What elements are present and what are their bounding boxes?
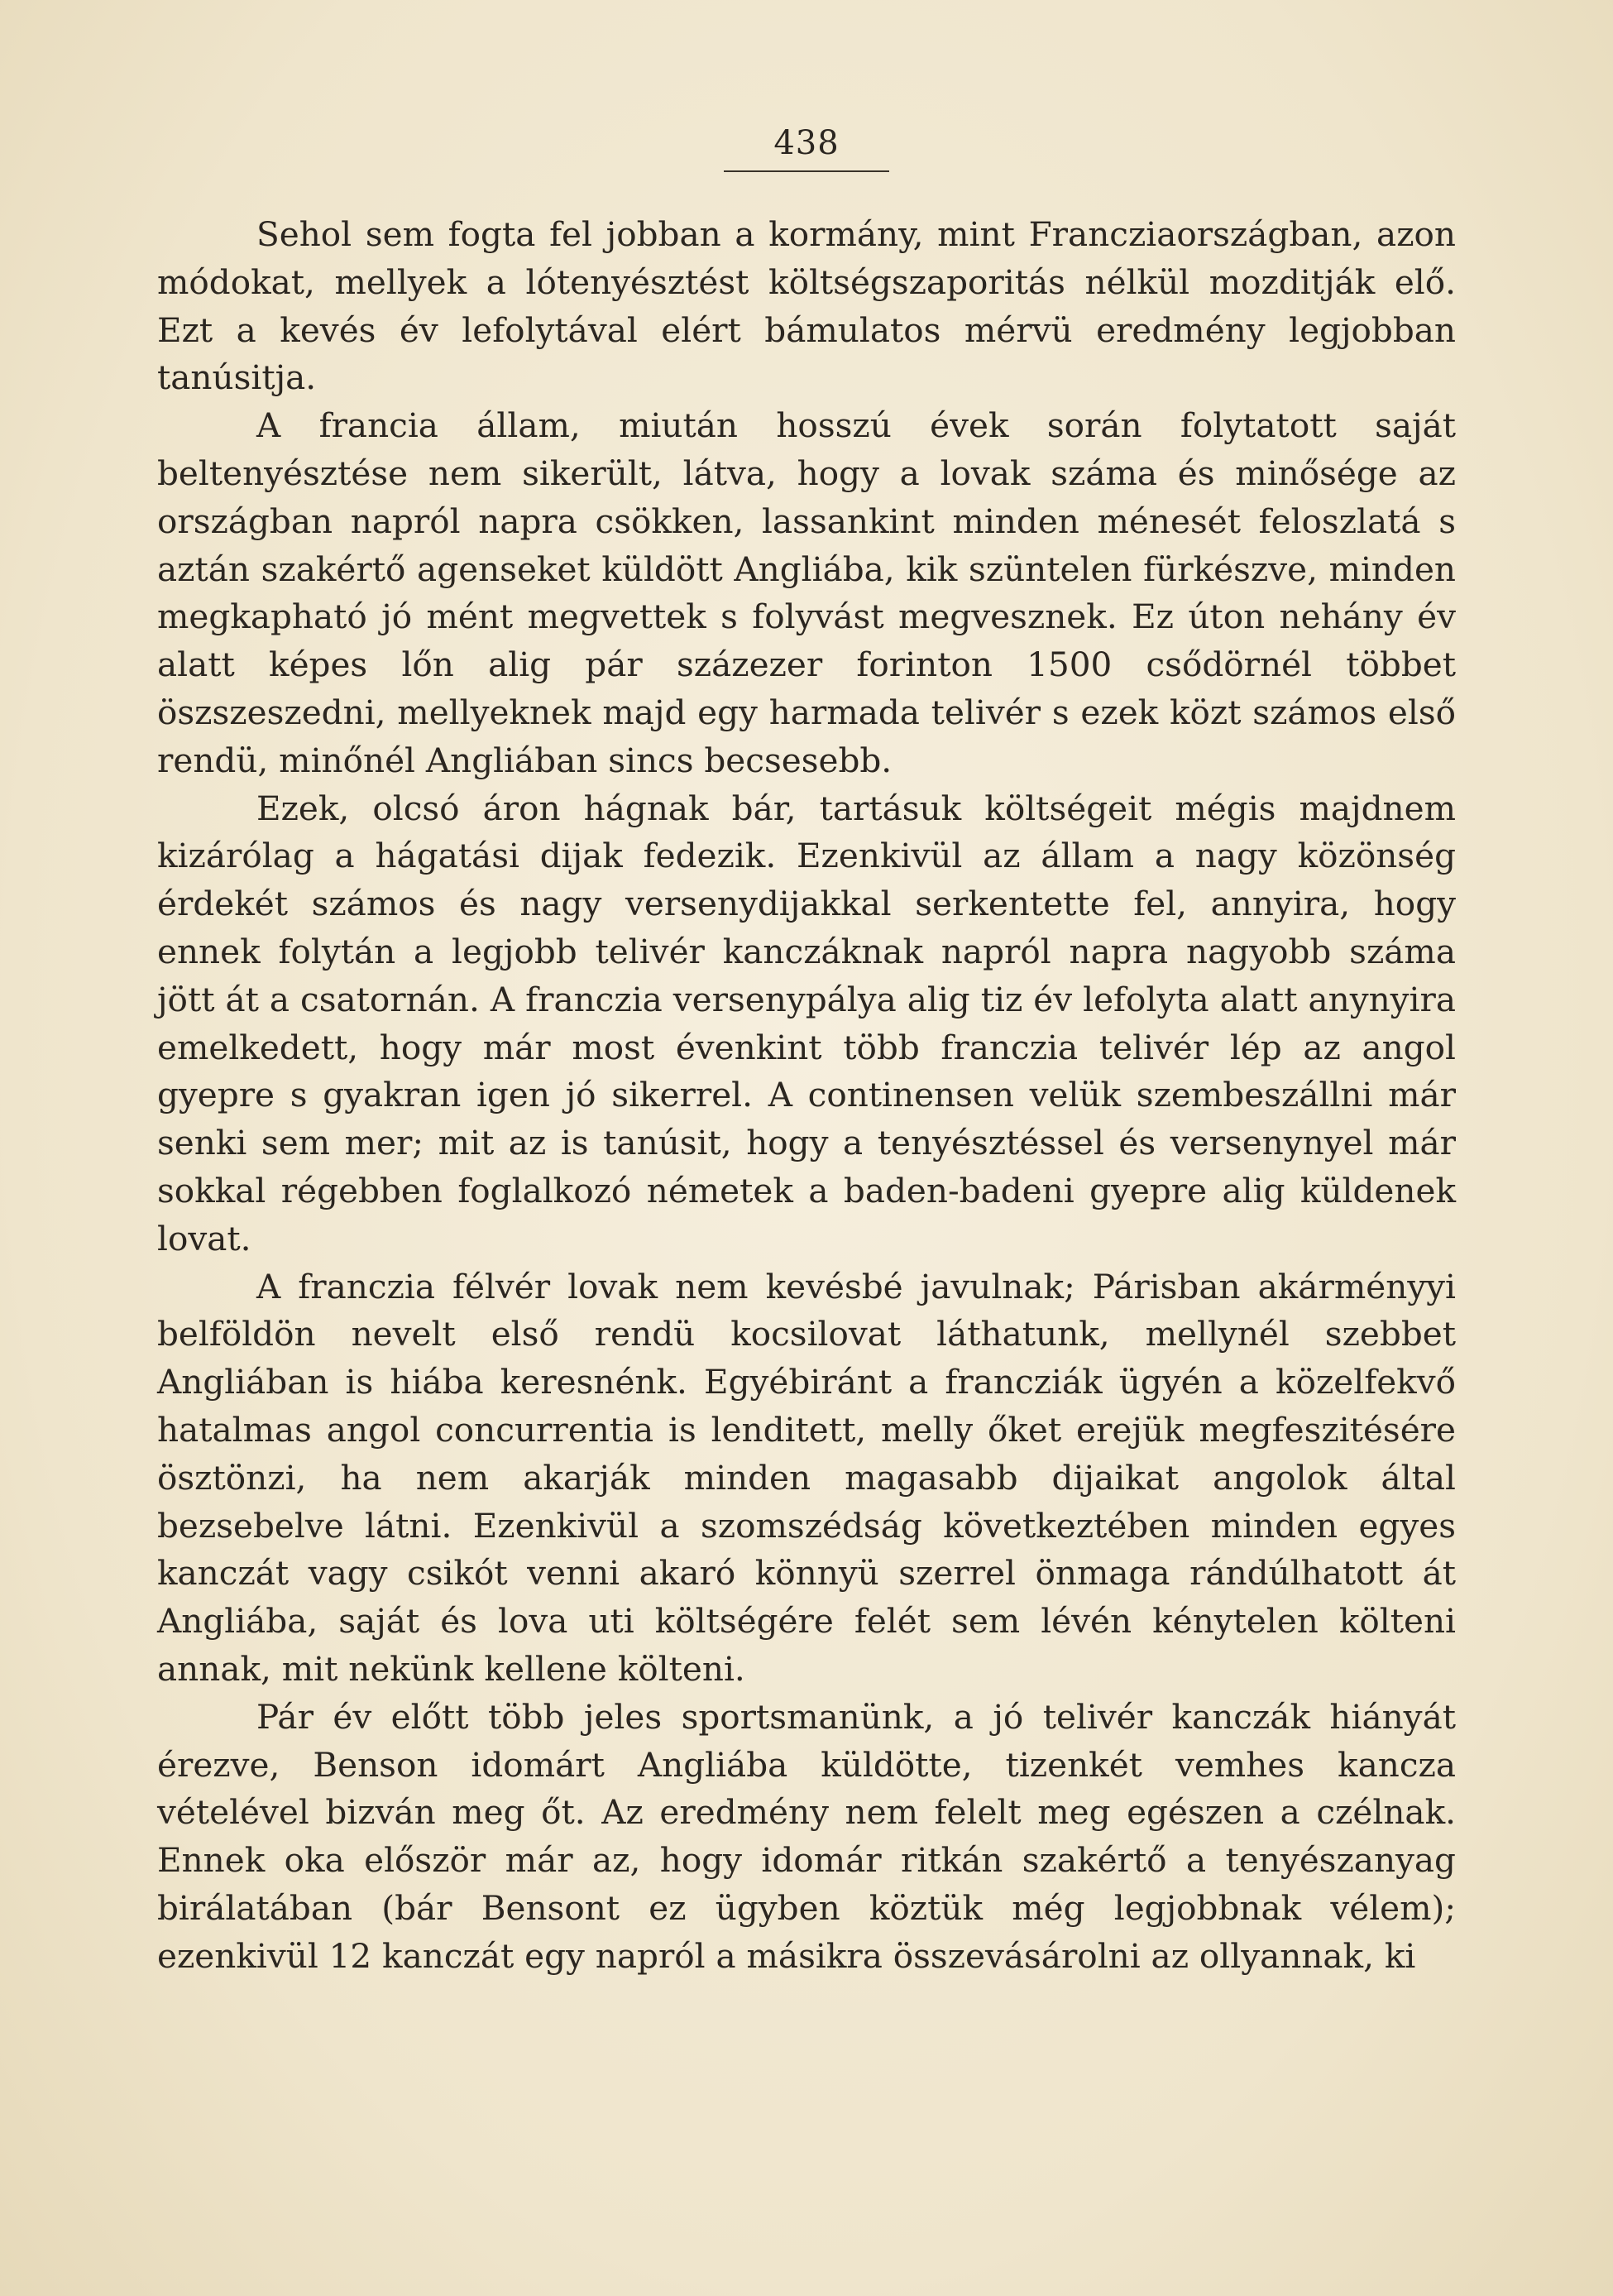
header-rule xyxy=(724,170,889,172)
body-text xyxy=(157,211,1456,1980)
page-header xyxy=(0,124,1613,172)
paragraph: A francia állam, miután hosszú évek során folytatott saját beltenyésztése nem sikerült, látva, hogy a lovak száma és minősége az országban napról napra csökken, lassankint minden ménesét feloszlatá s aztán szakértő agenseket küldött Angliába, kik szüntelen fürkészve, minden megkapható jó mént megvettek s folyvást megvesznek. Ez úton nehány év alatt képes lőn alig pár százezer forinton 1500 csődörnél többet öszszeszedni, mellyeknek majd egy harmada telivér s ezek közt számos első rendü, minőnél Angliában sincs becsesebb. xyxy=(157,405,1456,780)
paragraph: Ezek, olcsó áron hágnak bár, tartásuk költségeit mégis majdnem kizárólag a hágatási dijak fedezik. Ezenkivül az állam a nagy közönség érdekét számos és nagy versenydijakkal serkentette fel, annyira, hogy ennek folytán a legjobb telivér kanczáknak napról napra nagyobb száma jött át a csatornán. A franczia versenypálya alig tiz év lefolyta alatt anynyira emelkedett, hogy már most évenkint több franczia telivér lép az angol gyepre s gyakran igen jó sikerrel. A continensen velük szembeszállni már senki sem mer; mit az is tanúsit, hogy a tenyésztéssel és versenynyel már sokkal régebben foglalkozó németek a baden-badeni gyepre alig küldenek lovat. xyxy=(157,788,1456,1258)
paragraph: Pár év előtt több jeles sportsmanünk, a jó telivér kanczák hiányát érezve, Benson idomárt Angliába küldötte, tizenkét vemhes kancza vételével bizván meg őt. Az eredmény nem felelt meg egészen a czélnak. Ennek oka először már az, hogy idomár ritkán szakértő a tenyészanyag birálatában (bár Bensont ez ügyben köztük még legjobbnak vélem); ezenkivül 12 kanczát egy napról a másikra összevásárolni az ollyannak, ki xyxy=(157,1696,1456,1976)
paragraph: A franczia félvér lovak nem kevésbé javulnak; Párisban akárményyi belföldön nevelt első rendü kocsilovat láthatunk, mellynél szebbet Angliában is hiába keresnénk. Egyébiránt a francziák ügyén a közelfekvő hatalmas angol concurrentia is lenditett, melly őket erejük megfeszitésére ösztönzi, ha nem akarják minden magasabb dijaikat angolok által bezsebelve látni. Ezenkivül a szomszédság következtében minden egyes kanczát vagy csikót venni akaró könnyü szerrel önmaga rándúlhatott át Angliába, saját és lova uti költségére felét sem lévén kénytelen költeni annak, mit nekünk kellene költeni. xyxy=(157,1266,1456,1689)
page-number: 438 xyxy=(773,124,840,162)
paragraph: Sehol sem fogta fel jobban a kormány, mint Francziaországban, azon módokat, mellyek a lótenyésztést költségszaporitás nélkül mozditják elő. Ezt a kevés év lefolytával elért bámulatos mérvü eredmény legjobban tanúsitja. xyxy=(157,214,1456,398)
